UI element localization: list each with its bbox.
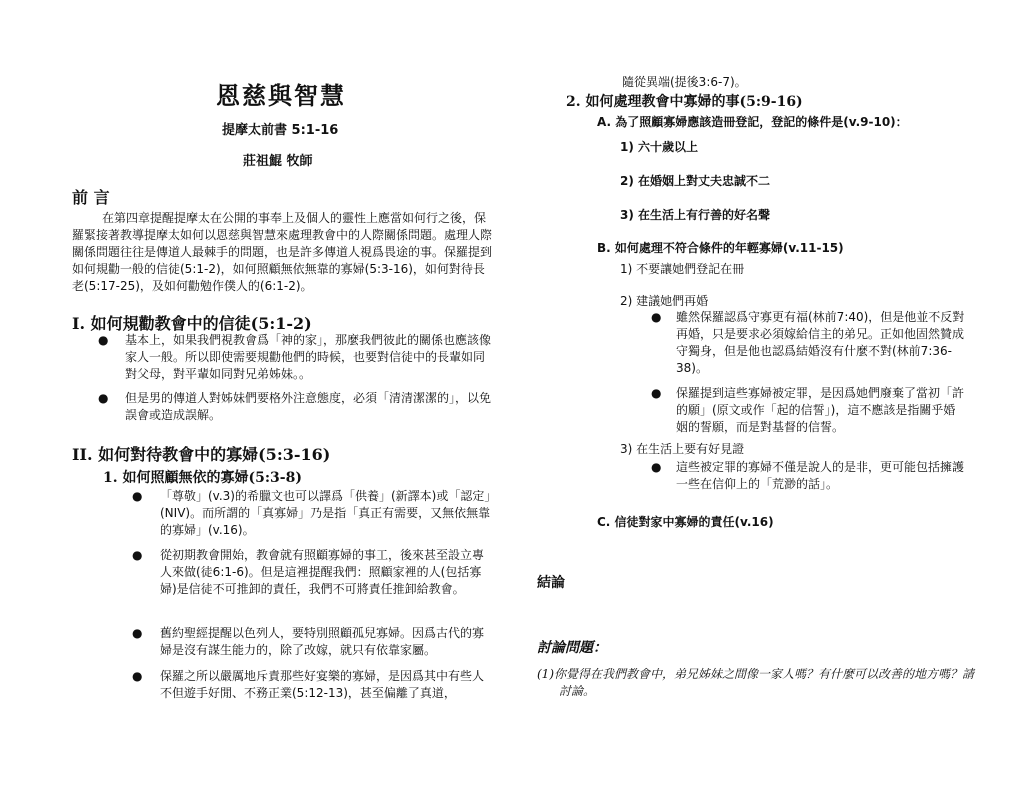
bullet-icon: ● — [132, 489, 143, 503]
page-title: 恩慈與智慧 — [216, 81, 346, 110]
point-b-bullet: 雖然保羅認爲守寡更有福(林前7:40)，但是他並不反對再婚，只是要求必須嫁給信主的弟兄。正如他固然贊成守獨身，但是他也認爲結婚沒有什麼不對(林前7:36-38)。 — [676, 310, 965, 375]
bullet-icon: ● — [651, 460, 662, 474]
bullet-icon: ● — [98, 333, 109, 347]
section2-subheading-2: 2. 如何處理教會中寡婦的事(5:9-16) — [566, 94, 803, 110]
discussion-heading: 討論問題： — [537, 640, 607, 656]
point-a: A. 為了照顧寡婦應該造冊登記，登記的條件是(v.9-10)： — [597, 115, 908, 129]
bullet-icon: ● — [98, 391, 109, 405]
point-c: C. 信徒對家中寡婦的責任(v.16) — [597, 515, 774, 529]
point-a-item: 2) 在婚姻上對丈夫忠誠不二 — [620, 174, 771, 188]
bullet-icon: ● — [132, 548, 143, 562]
section1-bullet: 但是男的傳道人對姊妹們要格外注意態度，必須「清清潔潔的」，以免誤會或造成誤解。 — [125, 391, 492, 422]
preface-heading: 前 言 — [72, 188, 110, 207]
preface-text: 在第四章提醒提摩太在公開的事奉上及個人的靈性上應當如何行之後，保羅緊接著教導提摩太如何以恩慈與智慧來處理教會中的人際關係問題。處理人際關係問題往往是傳道人最棘手的問題，也是許多傳道人視爲畏途的事。保羅提到如何規勸一般的信徒(5:1-2)，如何照顧無依無靠的寡婦(5:3-16)，如何對待長老(5:17-25)，及如何勸勉作僕人的(6:1-2)。 — [72, 211, 493, 293]
bullet-icon: ● — [651, 386, 662, 400]
discussion-question: (1)你覺得在我們教會中，弟兄姊妹之間像一家人嗎？有什麼可以改善的地方嗎？請討論。 — [537, 667, 975, 698]
section2-subheading: 1. 如何照顧無依的寡婦(5:3-8) — [103, 470, 302, 486]
point-b-bullet: 保羅提到這些寡婦被定罪，是因爲她們廢棄了當初「許的願」(原文或作「起的信誓」)，這不應該是指關乎婚姻的誓願，而是對基督的信誓。 — [676, 386, 965, 434]
scripture-reference: 提摩太前書 5:1-16 — [222, 123, 339, 138]
point-b-item: 2) 建議她們再婚 — [620, 294, 709, 308]
section1-bullet: 基本上，如果我們視教會爲「神的家」，那麼我們彼此的關係也應該像家人一般。所以即使需要規勸他們的時候，也要對信徒中的長輩如同對父母，對平輩如同對兄弟姊妹。。 — [125, 333, 492, 381]
bullet-icon: ● — [132, 669, 143, 683]
point-b-item: 1) 不要讓她們登記在冊 — [620, 262, 745, 276]
continuation-text: 隨從異端(提後3:6-7)。 — [622, 75, 747, 89]
section2-bullet: 「尊敬」(v.3)的希臘文也可以譯爲「供養」(新譯本)或「認定」(NIV)。而所謂的「真寡婦」乃是指「真正有需要，又無依無靠的寡婦」(v.16)。 — [160, 489, 491, 537]
point-b-bullet: 這些被定罪的寡婦不僅是說人的是非，更可能包括擁護一些在信仰上的「荒渺的話」。 — [676, 460, 965, 491]
bullet-icon: ● — [132, 626, 143, 640]
point-b: B. 如何處理不符合條件的年輕寡婦(v.11-15) — [597, 241, 844, 255]
section2-bullet: 保羅之所以嚴厲地斥責那些好宴樂的寡婦，是因爲其中有些人不但遊手好閒、不務正業(5:12-13)，甚至偏離了真道， — [160, 669, 485, 700]
section2-bullet: 舊約聖經提醒以色列人，要特別照顧孤兒寡婦。因爲古代的寡婦是沒有謀生能力的，除了改嫁，就只有依靠家屬。 — [160, 626, 485, 657]
point-a-item: 3) 在生活上有行善的好名聲 — [620, 208, 771, 222]
section1-heading: I. 如何規勸教會中的信徒(5:1-2) — [72, 314, 312, 333]
point-a-item: 1) 六十歲以上 — [620, 140, 699, 154]
bullet-icon: ● — [651, 310, 662, 324]
point-b-item: 3) 在生活上要有好見證 — [620, 442, 745, 456]
conclusion-heading: 結論 — [537, 575, 565, 591]
section2-heading: II. 如何對待教會中的寡婦(5:3-16) — [72, 445, 331, 464]
author: 莊祖鯤 牧師 — [243, 154, 313, 169]
section2-bullet: 從初期教會開始，教會就有照顧寡婦的事工，後來甚至設立專人來做(徒6:1-6)。但是這裡提醒我們：照顧家裡的人(包括寡婦)是信徒不可推卸的責任，我們不可將責任推卸給教會。 — [160, 548, 485, 596]
